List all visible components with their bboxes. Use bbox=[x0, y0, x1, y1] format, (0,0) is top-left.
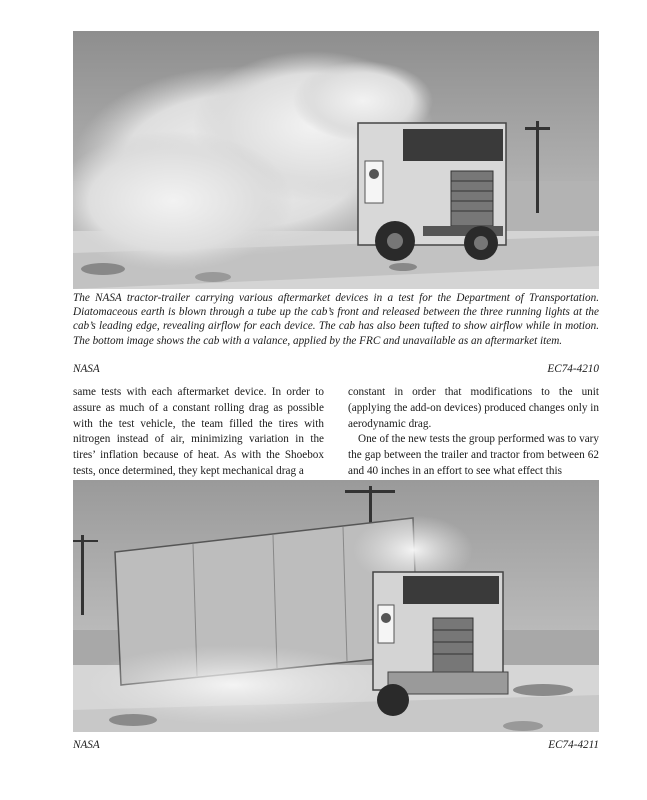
body-paragraph-right-1: constant in order that modifications to the unit (applying the add-on devices) produced changes only in aerodynamic drag. bbox=[348, 386, 599, 430]
photo-top-truck-dust bbox=[73, 31, 599, 289]
photo-credit-bottom: NASA bbox=[73, 739, 100, 751]
body-paragraph-left: same tests with each aftermarket device. In order to assure as much of a constant rolling drag as possible with the test vehicle, the team filled the tires with nitrogen instead of air, minimizing variation in the tires’ inflation because of heat. As with the Shoebox tests, once determined, they kept mechanical drag a bbox=[73, 386, 324, 477]
photo-id-top: EC74-4210 bbox=[547, 363, 599, 375]
photo-credit-top: NASA bbox=[73, 363, 100, 375]
figure-caption: The NASA tractor-trailer carrying various aftermarket devices in a test for the Department of Transportation. Diatomaceous earth is blown through a tube up the cab’s front and released between the three running lights at the cab’s leading edge, revealing airflow for each device. The cab has also been tufted to show airflow while in motion. The bottom image shows the cab with a valance, applied by the FRC and unavailable as an aftermarket item. bbox=[73, 292, 599, 347]
photo-id-bottom: EC74-4211 bbox=[548, 739, 599, 751]
body-column-right bbox=[348, 385, 599, 480]
photo-bottom-truck-trailer bbox=[73, 480, 599, 732]
body-paragraph-right-2: One of the new tests the group performed was to vary the gap between the trailer and tractor from between 62 and 40 inches in an effort to see what effect this bbox=[348, 433, 599, 477]
body-column-left bbox=[73, 385, 324, 480]
